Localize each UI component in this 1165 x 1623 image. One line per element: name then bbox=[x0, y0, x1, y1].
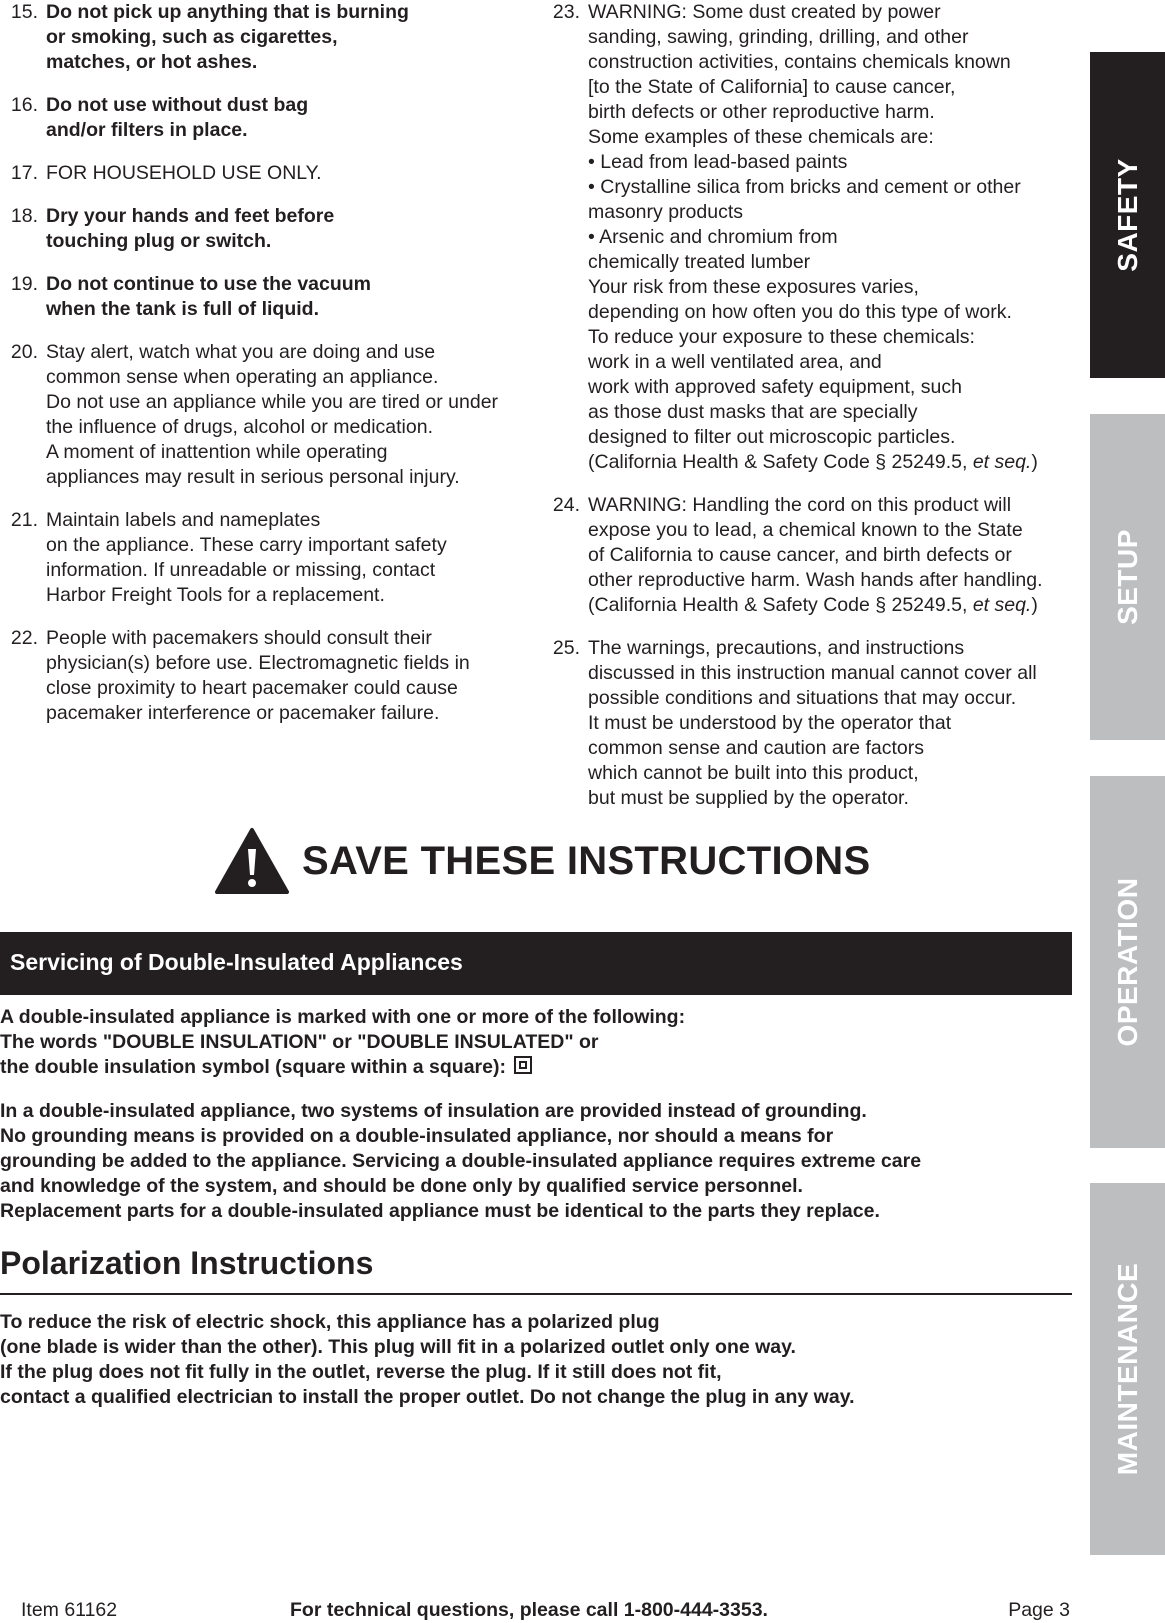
item-text-line: the influence of drugs, alcohol or medication. bbox=[46, 416, 433, 438]
health-code-citation bbox=[588, 593, 1073, 618]
item-text-line: Dry your hands and feet before bbox=[46, 205, 335, 227]
double-insulation-symbol-icon bbox=[514, 1056, 532, 1074]
citation-text: (California Health & Safety Code § 25249.5, bbox=[588, 594, 973, 616]
tab-safety[interactable] bbox=[1090, 52, 1165, 378]
tab-label: SETUP bbox=[1111, 529, 1143, 625]
citation-italic: et seq. bbox=[972, 451, 1032, 473]
item-number: 23. bbox=[552, 1, 580, 23]
item-text-line: chemically treated lumber bbox=[588, 251, 811, 273]
item-text-line: Harbor Freight Tools for a replacement. bbox=[46, 584, 385, 606]
double-insulation-servicing-paragraph bbox=[0, 1099, 1070, 1224]
item-text-line: WARNING: Some dust created by power bbox=[588, 1, 941, 23]
safety-item-23 bbox=[548, 0, 1073, 475]
item-text-line: It must be understood by the operator that bbox=[588, 712, 952, 734]
item-text-line: but must be supplied by the operator. bbox=[588, 787, 909, 809]
paragraph-line: (one blade is wider than the other). This plug will fit in a polarized outlet only one way. bbox=[0, 1336, 796, 1358]
safety-item-18 bbox=[6, 204, 526, 254]
item-text-line: pacemaker interference or pacemaker failure. bbox=[46, 702, 440, 724]
save-instructions-banner bbox=[214, 826, 870, 896]
safety-item-19 bbox=[6, 272, 526, 322]
polarization-divider bbox=[0, 1293, 1072, 1295]
item-number: 22. bbox=[10, 627, 38, 649]
safety-item-20 bbox=[6, 340, 526, 490]
item-text-line: [to the State of California] to cause cancer, bbox=[588, 76, 956, 98]
safety-item-17 bbox=[6, 161, 526, 186]
servicing-title: Servicing of Double-Insulated Appliances bbox=[10, 949, 463, 975]
paragraph-line: The words "DOUBLE INSULATION" or "DOUBLE INSULATED" or bbox=[0, 1031, 599, 1053]
citation-italic: et seq. bbox=[972, 594, 1032, 616]
paragraph-line: contact a qualified electrician to install the proper outlet. Do not change the plug in any way. bbox=[0, 1386, 855, 1408]
item-text-line: sanding, sawing, grinding, drilling, and other bbox=[588, 26, 969, 48]
safety-item-16 bbox=[6, 93, 526, 143]
item-text-line: To reduce your exposure to these chemicals: bbox=[588, 326, 975, 348]
item-text-line: The warnings, precautions, and instructions bbox=[588, 637, 965, 659]
tab-operation[interactable] bbox=[1090, 776, 1165, 1148]
paragraph-line: To reduce the risk of electric shock, this appliance has a polarized plug bbox=[0, 1311, 660, 1333]
item-text-line: Your risk from these exposures varies, bbox=[588, 276, 919, 298]
paragraph-line: grounding be added to the appliance. Servicing a double-insulated appliance requires extreme care bbox=[0, 1150, 922, 1172]
item-text-line: work with approved safety equipment, such bbox=[588, 376, 962, 398]
save-instructions-title: SAVE THESE INSTRUCTIONS bbox=[302, 838, 871, 883]
paragraph-line: the double insulation symbol (square within a square): bbox=[0, 1056, 506, 1078]
item-number: 15. bbox=[10, 1, 38, 23]
tab-label: MAINTENANCE bbox=[1111, 1262, 1143, 1476]
item-text-line: • Crystalline silica from bricks and cement or other bbox=[588, 176, 1021, 198]
item-text-line: FOR HOUSEHOLD USE ONLY. bbox=[46, 162, 322, 184]
polarization-title: Polarization Instructions bbox=[0, 1245, 374, 1281]
item-number: 16. bbox=[10, 94, 38, 116]
citation-close: ) bbox=[1031, 594, 1038, 616]
paragraph-line-with-symbol bbox=[0, 1055, 1070, 1080]
item-text-line: common sense and caution are factors bbox=[588, 737, 925, 759]
item-text-line: construction activities, contains chemicals known bbox=[588, 51, 1011, 73]
item-text-line: matches, or hot ashes. bbox=[46, 51, 258, 73]
item-text-line: birth defects or other reproductive harm. bbox=[588, 101, 935, 123]
item-text-line: possible conditions and situations that may occur. bbox=[588, 687, 1017, 709]
item-text-line: masonry products bbox=[588, 201, 743, 223]
health-code-citation bbox=[588, 450, 1073, 475]
item-text-line: Stay alert, watch what you are doing and use bbox=[46, 341, 436, 363]
item-number: 18. bbox=[10, 205, 38, 227]
citation-close: ) bbox=[1031, 451, 1038, 473]
item-text-line: on the appliance. These carry important safety bbox=[46, 534, 447, 556]
item-text-line: Do not use without dust bag bbox=[46, 94, 309, 116]
item-text-line: depending on how often you do this type of work. bbox=[588, 301, 1012, 323]
item-text-line: work in a well ventilated area, and bbox=[588, 351, 882, 373]
item-text-line: physician(s) before use. Electromagnetic fields in bbox=[46, 652, 470, 674]
safety-item-22 bbox=[6, 626, 526, 726]
item-text-line: • Arsenic and chromium from bbox=[588, 226, 838, 248]
item-text-line: and/or filters in place. bbox=[46, 119, 248, 141]
item-text-line: touching plug or switch. bbox=[46, 230, 272, 252]
item-text-line: WARNING: Handling the cord on this product will bbox=[588, 494, 1012, 516]
item-text-line: Do not pick up anything that is burning bbox=[46, 1, 409, 23]
footer-item-number: Item 61162 bbox=[21, 1599, 118, 1621]
paragraph-line: A double-insulated appliance is marked with one or more of the following: bbox=[0, 1006, 686, 1028]
servicing-section-header bbox=[0, 932, 1072, 995]
item-number: 17. bbox=[10, 162, 38, 184]
item-text-line: Do not use an appliance while you are tired or under bbox=[46, 391, 499, 413]
double-insulation-marking-paragraph bbox=[0, 1005, 1070, 1080]
warning-triangle-icon bbox=[214, 827, 290, 895]
item-text-line: Some examples of these chemicals are: bbox=[588, 126, 934, 148]
paragraph-line: If the plug does not fit fully in the outlet, reverse the plug. If it still does not fit, bbox=[0, 1361, 722, 1383]
item-text-line: discussed in this instruction manual cannot cover all bbox=[588, 662, 1037, 684]
footer-page-number: Page 3 bbox=[1008, 1599, 1070, 1621]
item-text-line: close proximity to heart pacemaker could cause bbox=[46, 677, 458, 699]
item-text-line: of California to cause cancer, and birth defects or bbox=[588, 544, 1012, 566]
safety-item-24 bbox=[548, 493, 1073, 618]
paragraph-line: Replacement parts for a double-insulated appliance must be identical to the parts they replace. bbox=[0, 1200, 880, 1222]
paragraph-line: No grounding means is provided on a double-insulated appliance, nor should a means for bbox=[0, 1125, 834, 1147]
paragraph-line: and knowledge of the system, and should be done only by qualified service personnel. bbox=[0, 1175, 803, 1197]
safety-item-25 bbox=[548, 636, 1073, 811]
paragraph-line: In a double-insulated appliance, two systems of insulation are provided instead of grounding. bbox=[0, 1100, 867, 1122]
citation-text: (California Health & Safety Code § 25249.5, bbox=[588, 451, 973, 473]
item-number: 21. bbox=[10, 509, 38, 531]
item-text-line: as those dust masks that are specially bbox=[588, 401, 918, 423]
tab-label: SAFETY bbox=[1111, 158, 1143, 272]
safety-item-21 bbox=[6, 508, 526, 608]
tab-maintenance[interactable] bbox=[1090, 1183, 1165, 1555]
item-text-line: designed to filter out microscopic particles. bbox=[588, 426, 956, 448]
item-number: 25. bbox=[552, 637, 580, 659]
right-column bbox=[548, 0, 1073, 829]
item-text-line: when the tank is full of liquid. bbox=[46, 298, 319, 320]
item-text-line: appliances may result in serious personal injury. bbox=[46, 466, 460, 488]
item-text-line: Do not continue to use the vacuum bbox=[46, 273, 372, 295]
item-text-line: common sense when operating an appliance. bbox=[46, 366, 439, 388]
tab-label: OPERATION bbox=[1111, 877, 1143, 1047]
tab-setup[interactable] bbox=[1090, 414, 1165, 740]
item-text-line: A moment of inattention while operating bbox=[46, 441, 388, 463]
polarization-paragraph bbox=[0, 1310, 1070, 1410]
item-text-line: Maintain labels and nameplates bbox=[46, 509, 321, 531]
footer-contact: For technical questions, please call 1-800-444-3353. bbox=[290, 1599, 768, 1621]
item-text-line: People with pacemakers should consult their bbox=[46, 627, 432, 649]
item-number: 24. bbox=[552, 494, 580, 516]
safety-item-15 bbox=[6, 0, 526, 75]
item-text-line: • Lead from lead-based paints bbox=[588, 151, 848, 173]
item-text-line: information. If unreadable or missing, contact bbox=[46, 559, 436, 581]
item-text-line: expose you to lead, a chemical known to the State bbox=[588, 519, 1023, 541]
item-text-line: which cannot be built into this product, bbox=[588, 762, 919, 784]
left-column bbox=[6, 0, 526, 744]
item-text-line: or smoking, such as cigarettes, bbox=[46, 26, 338, 48]
item-text-line: other reproductive harm. Wash hands after handling. bbox=[588, 569, 1043, 591]
item-number: 20. bbox=[10, 341, 38, 363]
item-number: 19. bbox=[10, 273, 38, 295]
